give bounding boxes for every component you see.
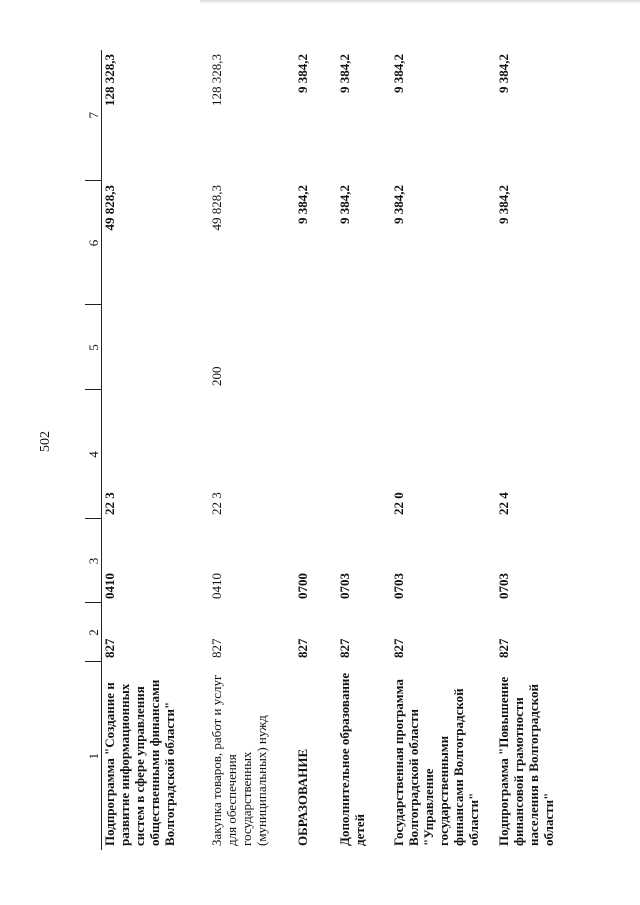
header-cell-7: 7 — [85, 50, 102, 181]
row-name: Государственная программа Волгоградской области "Управление государственными финансами Волгоградской области" — [391, 679, 481, 846]
table-row — [102, 50, 210, 850]
table-row — [337, 50, 391, 850]
row-name: Подпрограмма "Создание и развитие информационных систем в сфере управления общественными финансами Волгоградской области" — [102, 679, 177, 846]
row-expense-type: 200 — [209, 366, 224, 386]
row-amount-1: 9 384,2 — [295, 185, 310, 224]
row-expense-type — [391, 305, 496, 390]
page-number: 502 — [38, 431, 53, 452]
row-amount-1: 49 828,3 — [209, 185, 224, 231]
row-amount-2: 128 328,3 — [102, 54, 117, 106]
row-ministry-code: 827 — [209, 638, 224, 658]
row-expense-type — [102, 305, 210, 390]
row-program-code: 22 3 — [102, 492, 117, 515]
table-row — [209, 50, 295, 850]
row-section-code: 0700 — [295, 573, 310, 599]
row-program-code: 22 3 — [209, 492, 224, 515]
row-section-code: 0703 — [337, 573, 352, 599]
row-amount-1: 49 828,3 — [102, 185, 117, 231]
row-expense-type — [295, 305, 337, 390]
row-program-code: 22 4 — [496, 492, 511, 515]
row-amount-2: 9 384,2 — [337, 54, 352, 93]
row-expense-type — [337, 305, 391, 390]
row-section-code: 0410 — [102, 573, 117, 599]
row-name: Дополнительное образование детей — [337, 672, 367, 846]
row-section-code: 0410 — [209, 573, 224, 599]
row-amount-2: 9 384,2 — [295, 54, 310, 93]
table-row — [496, 50, 586, 850]
header-cell-5: 5 — [85, 305, 102, 390]
row-amount-1: 9 384,2 — [391, 185, 406, 224]
row-ministry-code: 827 — [295, 638, 310, 658]
row-ministry-code: 827 — [496, 638, 511, 658]
header-cell-3: 3 — [85, 519, 102, 603]
table-row — [391, 50, 496, 850]
scan-edge — [200, 0, 640, 4]
row-name: Закупка товаров, работ и услуг для обеспечения государственных (муниципальных) нужд — [209, 674, 269, 846]
row-amount-1: 9 384,2 — [496, 185, 511, 224]
row-ministry-code: 827 — [102, 638, 117, 658]
table-header-row — [85, 50, 102, 850]
header-cell-1: 1 — [85, 662, 102, 850]
row-name: ОБРАЗОВАНИЕ — [295, 748, 310, 846]
row-amount-2: 9 384,2 — [391, 54, 406, 93]
header-cell-2: 2 — [85, 603, 102, 662]
header-cell-4: 4 — [85, 390, 102, 519]
table-row — [295, 50, 337, 850]
row-amount-1: 9 384,2 — [337, 185, 352, 224]
row-program-code: 22 0 — [391, 492, 406, 515]
row-section-code: 0703 — [496, 573, 511, 599]
row-program-code — [337, 390, 391, 519]
row-expense-type — [496, 305, 586, 390]
row-name: Подпрограмма "Повышение финансовой грамотности населения в Волгоградской области" — [496, 676, 556, 846]
row-amount-2: 9 384,2 — [496, 54, 511, 93]
row-ministry-code: 827 — [391, 638, 406, 658]
header-cell-6: 6 — [85, 181, 102, 305]
row-program-code — [295, 390, 337, 519]
row-section-code: 0703 — [391, 573, 406, 599]
row-ministry-code: 827 — [337, 638, 352, 658]
row-amount-2: 128 328,3 — [209, 54, 224, 106]
budget-table — [85, 50, 586, 850]
rotated-page-content — [85, 50, 635, 850]
